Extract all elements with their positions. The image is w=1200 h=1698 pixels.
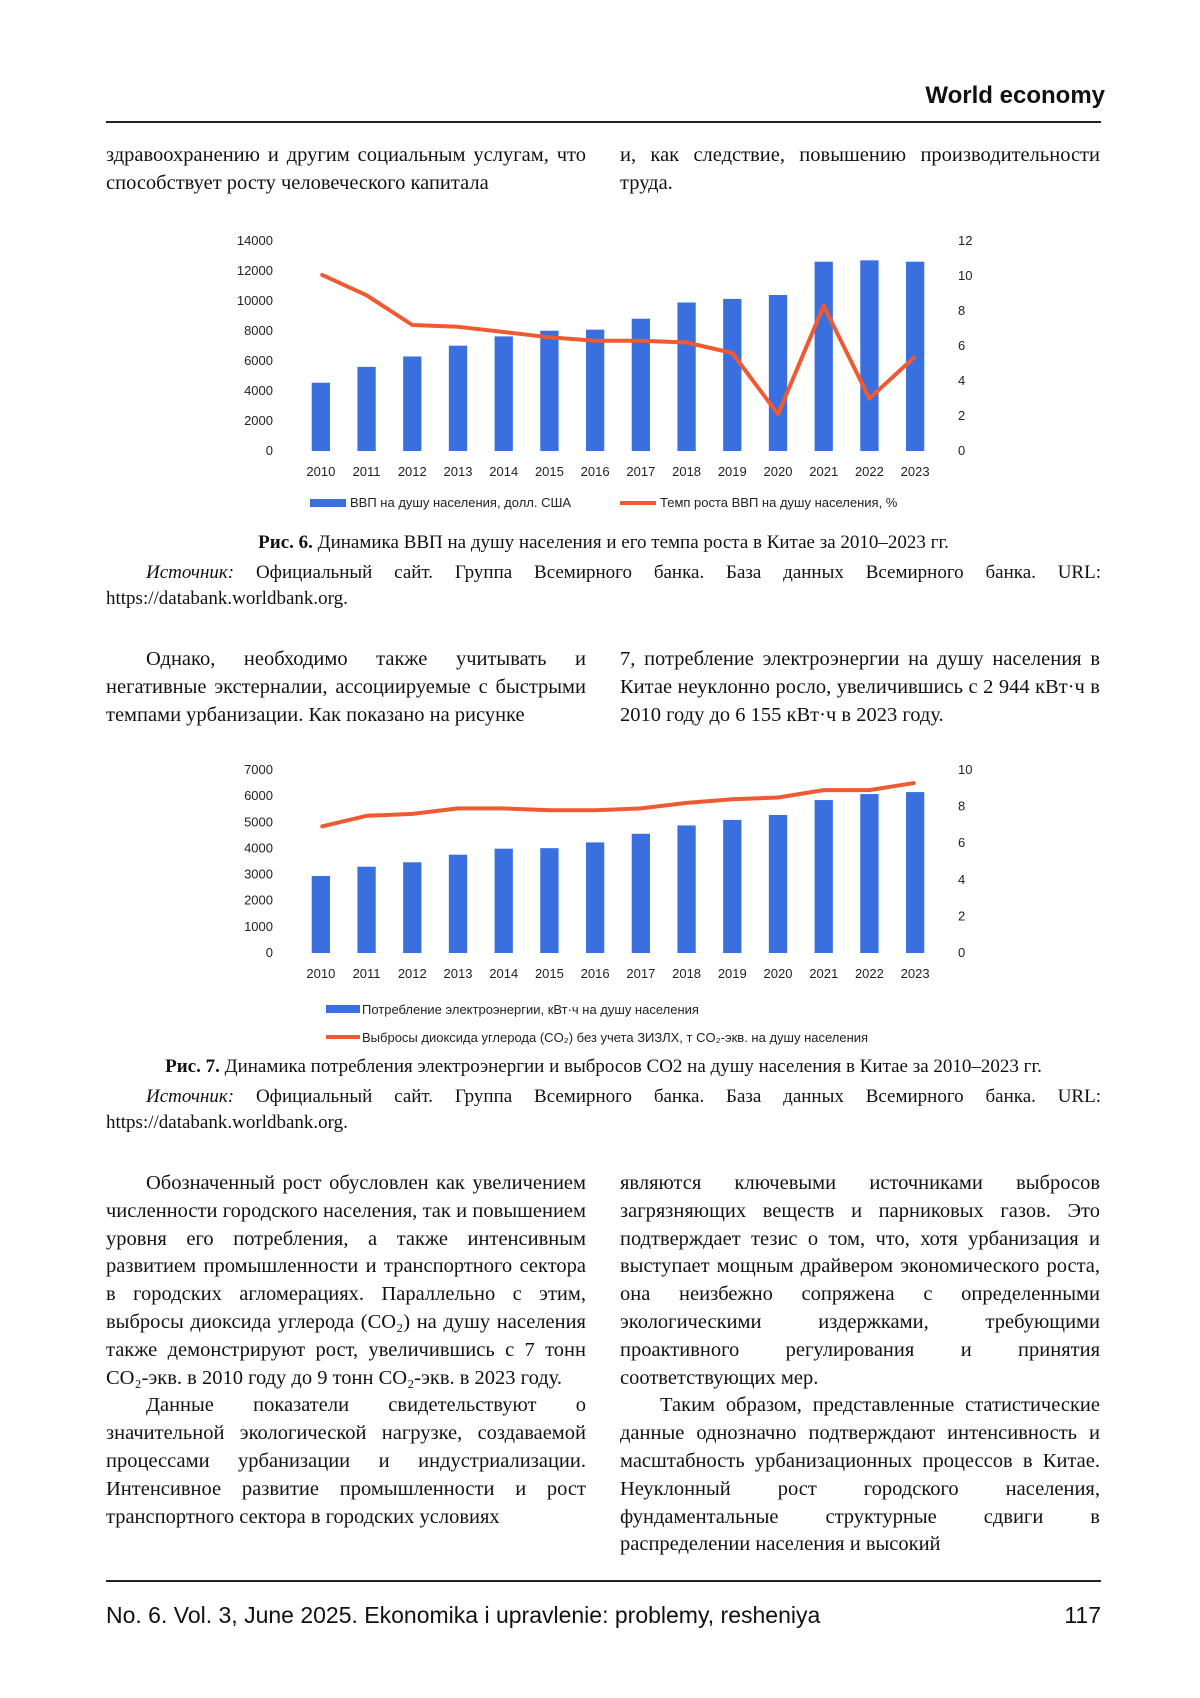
x-tick-label: 2019 [717, 966, 747, 981]
chart2-xticks [306, 966, 929, 981]
y-left-tick-label: 8000 [244, 323, 273, 338]
line-point [823, 789, 825, 791]
figure-caption-text: Динамика ВВП на душу населения и его темпа роста в Китае за 2010–2023 гг. [317, 532, 949, 553]
x-tick-label: 2023 [900, 966, 930, 981]
figure7-caption [106, 1054, 1101, 1080]
line-point [731, 798, 733, 800]
header-rule [106, 121, 1101, 123]
x-tick-label: 2010 [306, 464, 336, 479]
y-left-tick-label: 2000 [244, 892, 273, 908]
x-tick-label: 2019 [717, 464, 747, 479]
paragraph: являются ключевыми источниками выбросов загрязняющих веществ и парниковых газов. Это подтверждает тезис о том, что, хотя урбанизация и выступает мощным драйвером экономического роста, она неизбежно сопряжена с определенными экологическими издержками, требующими проактивного регулирования и принятия соответствующих мер. [620, 1172, 1100, 1389]
x-tick-label: 2013 [443, 966, 473, 981]
paragraph: 7, потребление электроэнергии на душу населения в Китае неуклонно росло, увеличившись с 2 944 кВт·ч в 2010 году до 6 155 кВт·ч в 2023 году. [620, 648, 1100, 726]
x-tick-label: 2011 [352, 464, 381, 479]
bar [586, 330, 604, 451]
line-point [594, 340, 596, 342]
line-point [686, 342, 688, 344]
top-text-left [106, 142, 586, 198]
figure-label: Рис. 6. [258, 532, 313, 553]
figure6-caption [106, 530, 1101, 556]
line-point [457, 326, 459, 328]
bar [632, 834, 650, 953]
x-tick-label: 2020 [763, 966, 793, 981]
figure7-source [106, 1084, 1101, 1136]
y-right-tick-label: 6 [958, 835, 966, 851]
x-tick-label: 2021 [809, 966, 839, 981]
chart2-left-ticks [244, 762, 273, 960]
y-right-tick-label: 10 [958, 268, 973, 283]
bar [495, 849, 513, 953]
chart2-right-ticks [958, 762, 972, 960]
paragraph: Данные показатели свидетельствуют о значительной экологической нагрузке, создаваемой процессами урбанизации и индустриализации. Интенсивное развитие промышленности и рост транспортного сектора в городских условиях [106, 1394, 586, 1528]
line-point [869, 398, 871, 400]
x-tick-label: 2013 [443, 464, 473, 479]
x-tick-label: 2021 [809, 464, 839, 479]
y-right-tick-label: 0 [958, 945, 966, 960]
line-point [503, 331, 505, 333]
figure-caption-text: Динамика потребления электроэнергии и выбросов CO2 на душу населения в Китае за 2010–2023 гг. [224, 1056, 1042, 1077]
x-tick-label: 2016 [580, 464, 610, 479]
chart2-legend [326, 1002, 868, 1045]
x-tick-label: 2014 [489, 464, 519, 479]
x-tick-label: 2016 [580, 966, 610, 981]
y-left-tick-label: 5000 [244, 814, 273, 830]
bottom-text-left [106, 1170, 586, 1531]
line-point [549, 336, 551, 338]
y-left-tick-label: 2000 [244, 413, 273, 428]
line-point [457, 808, 459, 810]
legend-bar-swatch [326, 1005, 360, 1013]
middle-text-right [620, 646, 1100, 729]
y-right-tick-label: 4 [958, 373, 966, 388]
y-right-tick-label: 2 [958, 408, 966, 423]
y-left-tick-label: 4000 [244, 840, 273, 856]
x-tick-label: 2018 [672, 464, 702, 479]
bar [769, 815, 787, 953]
y-right-tick-label: 6 [958, 338, 966, 353]
x-tick-label: 2010 [306, 966, 336, 981]
chart1-left-ticks [237, 233, 273, 458]
y-left-tick-label: 0 [265, 945, 273, 960]
source-label: Источник: [146, 1086, 235, 1107]
source-label: Источник: [146, 562, 235, 583]
bar [769, 295, 787, 451]
x-tick-label: 2011 [352, 966, 381, 981]
x-tick-label: 2023 [900, 464, 930, 479]
chart1-legend [310, 495, 898, 510]
paragraph: Обозначенный рост обусловлен как увеличением численности городского населения, так и повышением уровня его потребления, а также интенсивным развитием промышленности и транспортного сектора в городских агломерациях. Параллельно с этим, выбросы диоксида углерода (CO₂) на душу населения также демонстрируют рост, увеличившись с 7 тонн CO₂-экв. в 2010 году до 9 тонн CO₂-экв. в 2023 году. [106, 1172, 586, 1389]
bottom-text-right [620, 1170, 1100, 1559]
paragraph: Таким образом, представленные статистические данные однозначно подтверждают интенсивность и масштабность урбанизационных процессов в Китае. Неуклонный рост городского населения, фундаментальные структурные сдвиги в распределении населения и высокий [620, 1394, 1100, 1556]
line-point [320, 273, 322, 275]
y-right-tick-label: 10 [958, 762, 973, 777]
x-tick-label: 2014 [489, 966, 519, 981]
bar [815, 262, 833, 451]
line-point [549, 809, 551, 811]
legend-bar-swatch [310, 499, 346, 507]
legend-line-label: Выбросы диоксида углерода (CO₂) без учета ЗИЗЛХ, т CO₂-экв. на душу населения [362, 1030, 869, 1045]
bar [632, 319, 650, 451]
bar [312, 876, 330, 953]
figure-label: Рис. 7. [165, 1056, 220, 1077]
bar [723, 299, 741, 451]
x-tick-label: 2017 [626, 966, 656, 981]
bar [677, 303, 695, 452]
y-left-tick-label: 7000 [244, 762, 273, 777]
bar [312, 383, 330, 451]
bar [906, 792, 924, 953]
x-tick-label: 2015 [534, 464, 564, 479]
figure7-chart [0, 758, 1200, 1048]
page-number: 117 [1064, 1602, 1101, 1628]
bar [357, 867, 375, 953]
legend-line-label: Темп роста ВВП на душу населения, % [660, 495, 898, 510]
line-point [914, 782, 916, 784]
y-right-tick-label: 2 [958, 908, 966, 924]
page-footer [106, 1602, 1101, 1629]
y-left-tick-label: 6000 [244, 788, 273, 804]
y-right-tick-label: 12 [958, 233, 973, 248]
bar [540, 331, 558, 451]
line-point [869, 789, 871, 791]
y-left-tick-label: 1000 [244, 918, 273, 934]
source-text: Официальный сайт. Группа Всемирного банка. База данных Всемирного банка. URL: https://databank.worldbank.org. [106, 562, 1101, 609]
paragraph: Однако, необходимо также учитывать и негативные экстерналии, ассоциируемые с быстрыми темпами урбанизации. Как показано на рисунке [106, 648, 586, 726]
line-point [411, 324, 413, 326]
x-tick-label: 2020 [763, 464, 793, 479]
y-right-tick-label: 0 [958, 443, 966, 458]
legend-bar-label: Потребление электроэнергии, кВт·ч на душу населения [362, 1002, 699, 1017]
footer-rule [106, 1580, 1101, 1582]
line-point [777, 797, 779, 799]
paragraph: здравоохранению и другим социальным услугам, что способствует росту человеческого капитала [106, 144, 586, 194]
bar [860, 260, 878, 451]
legend-bar-label: ВВП на душу населения, долл. США [350, 495, 572, 510]
y-left-tick-label: 12000 [236, 263, 273, 278]
source-text: Официальный сайт. Группа Всемирного банка. База данных Всемирного банка. URL: https://databank.worldbank.org. [106, 1086, 1101, 1133]
line-point [366, 294, 368, 296]
line-point [914, 356, 916, 358]
bar [540, 848, 558, 953]
line-point [411, 813, 413, 815]
line-point [731, 352, 733, 354]
line-point [777, 413, 779, 415]
y-left-tick-label: 0 [265, 443, 273, 458]
bar [586, 842, 604, 953]
journal-citation: No. 6. Vol. 3, June 2025. Ekonomika i upravlenie: problemy, resheniya [106, 1602, 821, 1628]
bar [449, 855, 467, 953]
x-tick-label: 2018 [672, 966, 702, 981]
bar [723, 820, 741, 953]
line-point [320, 826, 322, 828]
y-left-tick-label: 10000 [236, 293, 273, 308]
y-left-tick-label: 14000 [236, 233, 273, 248]
bar [677, 825, 695, 953]
line-point [366, 815, 368, 817]
chart1-bars [312, 260, 925, 451]
bar [403, 357, 421, 452]
line-point [686, 802, 688, 804]
bar [860, 794, 878, 953]
x-tick-label: 2022 [854, 966, 884, 981]
line-point [640, 340, 642, 342]
line-point [503, 808, 505, 810]
bar [815, 800, 833, 953]
bar [449, 346, 467, 451]
y-right-tick-label: 4 [958, 871, 966, 887]
x-tick-label: 2015 [534, 966, 564, 981]
bar [357, 367, 375, 451]
figure6-chart [0, 228, 1200, 520]
paragraph: и, как следствие, повышению производительности труда. [620, 144, 1100, 194]
top-text-right [620, 142, 1100, 198]
chart1-right-ticks [958, 233, 972, 458]
section-title: World economy [925, 82, 1105, 109]
x-tick-label: 2012 [397, 966, 427, 981]
y-left-tick-label: 4000 [244, 383, 273, 398]
y-left-tick-label: 3000 [244, 866, 273, 882]
line-point [640, 808, 642, 810]
line-point [594, 809, 596, 811]
bar [403, 862, 421, 953]
y-right-tick-label: 8 [958, 303, 966, 318]
x-tick-label: 2017 [626, 464, 656, 479]
y-left-tick-label: 6000 [244, 353, 273, 368]
line-point [823, 305, 825, 307]
figure6-source [106, 560, 1101, 612]
chart1-xticks [306, 464, 929, 479]
x-tick-label: 2022 [854, 464, 884, 479]
middle-text-left [106, 646, 586, 729]
y-right-tick-label: 8 [958, 798, 966, 814]
bar [495, 336, 513, 451]
x-tick-label: 2012 [397, 464, 427, 479]
